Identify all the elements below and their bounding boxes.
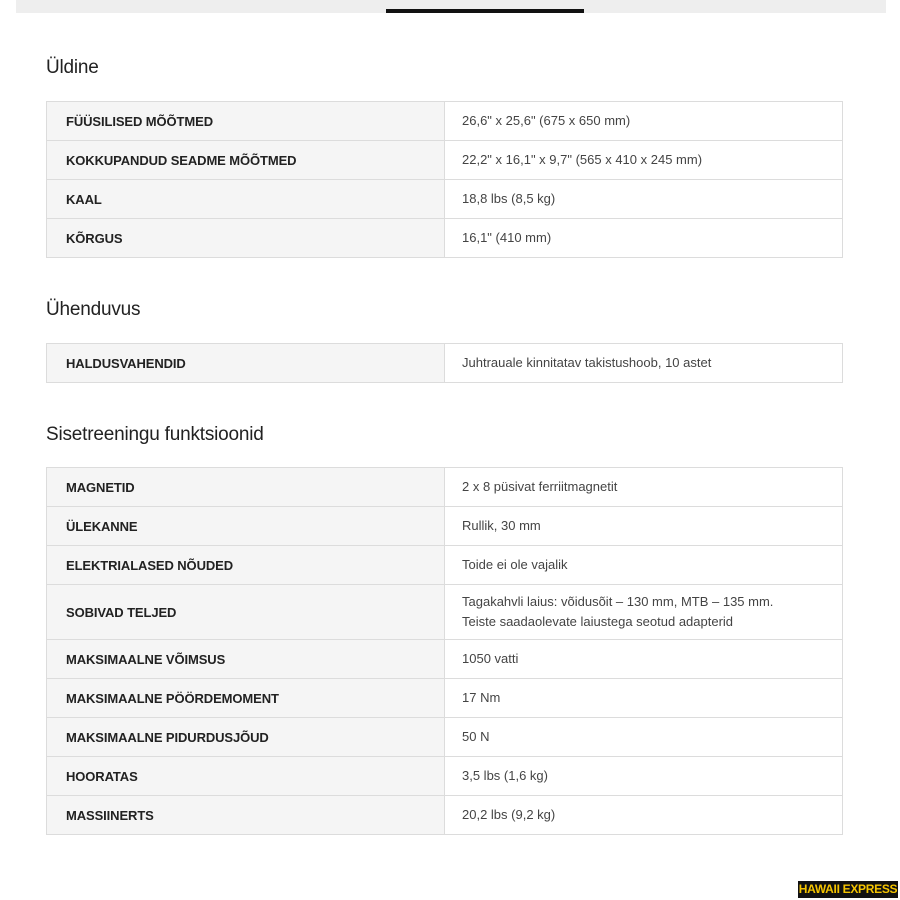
spec-value: Juhtrauale kinnitatav takistushoob, 10 astet [445, 344, 843, 383]
spec-label: KOKKUPANDUD SEADME MÕÕTMED [47, 141, 445, 180]
table-row [47, 102, 843, 141]
spec-value: 50 N [445, 718, 843, 757]
table-row [47, 344, 843, 383]
active-tab-indicator [386, 9, 584, 13]
table-row [47, 219, 843, 258]
spec-value: 2 x 8 püsivat ferriitmagnetit [445, 468, 843, 507]
table-row [47, 180, 843, 219]
spec-value: 22,2" x 16,1" x 9,7" (565 x 410 x 245 mm) [445, 141, 843, 180]
spec-value: 18,8 lbs (8,5 kg) [445, 180, 843, 219]
spec-value [445, 585, 843, 640]
spec-label: FÜÜSILISED MÕÕTMED [47, 102, 445, 141]
table-row [47, 640, 843, 679]
table-row [47, 507, 843, 546]
section-title-indoor-training: Sisetreeningu funktsioonid [46, 424, 264, 445]
table-row [47, 546, 843, 585]
spec-label: KÕRGUS [47, 219, 445, 258]
spec-table-general [46, 101, 843, 258]
spec-label: MASSIINERTS [47, 796, 445, 835]
spec-value: 16,1" (410 mm) [445, 219, 843, 258]
spec-label: SOBIVAD TELJED [47, 585, 445, 640]
spec-label: MAKSIMAALNE VÕIMSUS [47, 640, 445, 679]
table-row [47, 679, 843, 718]
watermark-logo: HAWAII EXPRESS [798, 882, 898, 896]
spec-label: ÜLEKANNE [47, 507, 445, 546]
spec-label: HALDUSVAHENDID [47, 344, 445, 383]
spec-value: 26,6" x 25,6" (675 x 650 mm) [445, 102, 843, 141]
spec-table-connectivity [46, 343, 843, 383]
table-row [47, 757, 843, 796]
spec-label: MAKSIMAALNE PIDURDUSJÕUD [47, 718, 445, 757]
spec-value-line: Tagakahvli laius: võidusõit – 130 mm, MTB – 135 mm. [462, 594, 774, 609]
spec-label: ELEKTRIALASED NÕUDED [47, 546, 445, 585]
spec-value: 3,5 lbs (1,6 kg) [445, 757, 843, 796]
spec-value: 17 Nm [445, 679, 843, 718]
spec-label: MAKSIMAALNE PÖÖRDEMOMENT [47, 679, 445, 718]
section-title-connectivity: Ühenduvus [46, 299, 141, 320]
section-title-general: Üldine [46, 57, 99, 78]
spec-value-line: Teiste saadaolevate laiustega seotud adapterid [462, 614, 734, 629]
spec-label: KAAL [47, 180, 445, 219]
table-row [47, 468, 843, 507]
spec-label: HOORATAS [47, 757, 445, 796]
table-row [47, 141, 843, 180]
table-row [47, 796, 843, 835]
spec-value: 1050 vatti [445, 640, 843, 679]
spec-table-indoor-training [46, 467, 843, 835]
spec-label: MAGNETID [47, 468, 445, 507]
spec-value: Rullik, 30 mm [445, 507, 843, 546]
spec-value: Toide ei ole vajalik [445, 546, 843, 585]
table-row [47, 718, 843, 757]
spec-value: 20,2 lbs (9,2 kg) [445, 796, 843, 835]
table-row [47, 585, 843, 640]
